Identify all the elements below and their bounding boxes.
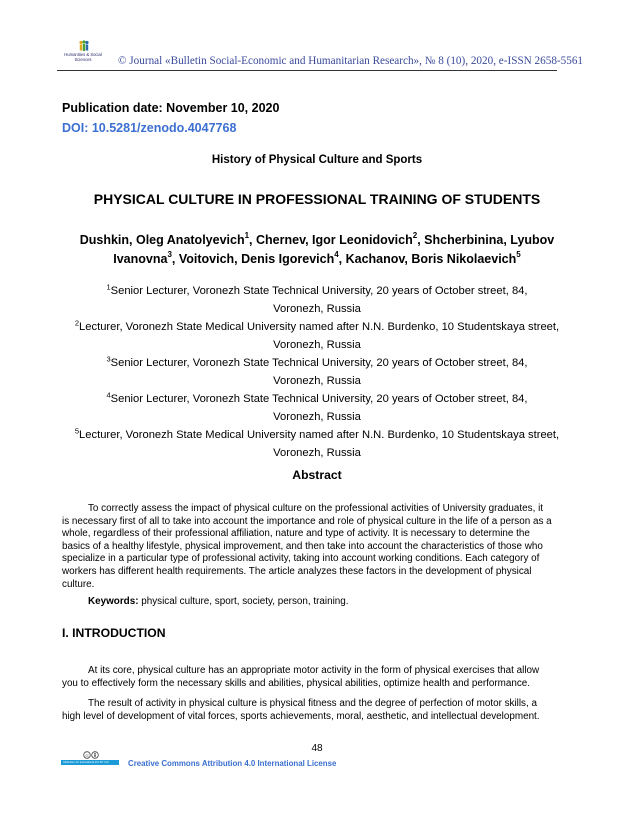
people-emblem-icon	[78, 40, 90, 52]
header-divider	[57, 70, 557, 71]
affiliation-line: Voronezh, Russia	[273, 303, 361, 315]
paragraph-line: you to effectively form the necessary skills and abilities, physical abilities, optimize health and performance.	[62, 677, 531, 689]
author-name: Ivanovna	[113, 252, 168, 266]
keywords-label: Keywords:	[88, 596, 139, 607]
paragraph-line: At its core, physical culture has an appropriate motor activity in the form of physical exercises that allow	[88, 665, 540, 676]
section-heading: History of Physical Culture and Sports	[211, 154, 423, 166]
affiliations	[62, 282, 572, 462]
journal-header-line: © Journal «Bulletin Social-Economic and Humanitarian Research», № 8 (10), 2020, e-ISSN 2658-5561	[118, 55, 584, 67]
paragraph-line: The result of activity in physical culture is physical fitness and the degree of perfection of motor skills, a	[88, 698, 537, 709]
abstract-line: culture.	[62, 578, 95, 590]
paragraph-line: high level of development of vital forces, sports achievements, moral, aesthetic, and intellectual development.	[62, 710, 540, 722]
author-sup: 4	[334, 249, 339, 259]
affiliation-line: Voronezh, Russia	[273, 411, 361, 423]
logo-caption: Humanities & Social Sciences	[64, 52, 102, 62]
abstract-line: specialize in a particular type of professional activity, taking into account working conditions. Each category of	[62, 553, 540, 565]
affiliation-line: Voronezh, Russia	[273, 339, 361, 351]
doi-link[interactable]: DOI: 10.5281/zenodo.4047768	[62, 121, 237, 135]
publication-date: Publication date: November 10, 2020	[62, 101, 280, 115]
abstract-body	[62, 503, 572, 591]
intro-paragraph-2	[62, 698, 572, 723]
license-link[interactable]: Creative Commons Attribution 4.0 International License	[128, 759, 337, 768]
author-name: Kachanov, Boris Nikolaevich	[345, 252, 517, 266]
affiliation-line: $^2$Lecturer, Voronezh State Medical University named after N.N. Burdenko, 10 Studentskaya street,	[74, 318, 560, 333]
affiliation-line: Voronezh, Russia	[273, 375, 361, 387]
cc-badge-text: Attribution 4.0 International (CC BY 4.0)	[63, 761, 109, 764]
author-name: Dushkin, Oleg Anatolyevich	[79, 233, 245, 247]
cc-license-icon	[81, 751, 101, 759]
abstract-line: To correctly assess the impact of physical culture on the professional activities of University graduates, it	[88, 503, 544, 514]
author-sup: 2	[412, 230, 418, 240]
author-sup: 3	[167, 249, 172, 259]
affiliation-line: $^5$Lecturer, Voronezh State Medical University named after N.N. Burdenko, 10 Studentskaya street,	[74, 426, 560, 441]
author-name: Voitovich, Denis Igorevich	[178, 252, 335, 266]
author-list: Dushkin, Oleg Anatolyevich$^1$, Chernev, Igor Leonidovich$^2$, Shcherbinina, Lyubov Ivanovna$^3$, Voitovich, Denis Igorevich$^4$, Kachanov, Boris Nikolaevich$^5$	[79, 230, 555, 266]
keywords	[62, 596, 572, 609]
affiliation-line: Voronezh, Russia	[273, 447, 361, 459]
abstract-line: is necessary first of all to take into account the importance and role of physical culture in the life of a person as a	[62, 515, 552, 527]
author-sup: 1	[244, 230, 250, 240]
affiliation-line: $^1$Senior Lecturer, Voronezh State Technical University, 20 years of October street, 84,	[106, 282, 528, 297]
abstract-line: basics of a healthy lifestyle, physical improvement, and then take into account the characteristics of those who	[62, 540, 543, 552]
cc-by-badge[interactable]	[61, 751, 119, 766]
author-name: Shcherbinina, Lyubov	[424, 233, 555, 247]
keywords-list: physical culture, sport, society, person, training.	[138, 596, 349, 607]
svg-text:cc: cc	[85, 753, 89, 758]
affiliation-line: $^3$Senior Lecturer, Voronezh State Technical University, 20 years of October street, 84,	[106, 354, 528, 369]
page-number: 48	[311, 743, 323, 754]
journal-logo	[57, 40, 109, 66]
intro-paragraph-1	[62, 665, 572, 690]
abstract-line: workers has different health requirements. The article analyzes these factors in the development of physical	[62, 565, 532, 577]
abstract-line: whole, regardless of their professional affiliation, nature and type of activity. It is necessary to determine the	[62, 528, 530, 540]
author-sup: 5	[516, 249, 521, 259]
abstract-heading: Abstract	[292, 468, 342, 482]
affiliation-line: $^4$Senior Lecturer, Voronezh State Technical University, 20 years of October street, 84,	[106, 390, 528, 405]
article-title: PHYSICAL CULTURE IN PROFESSIONAL TRAINING OF STUDENTS	[93, 191, 541, 207]
author-name: Chernev, Igor Leonidovich	[256, 233, 413, 247]
introduction-heading: I. INTRODUCTION	[62, 626, 166, 640]
